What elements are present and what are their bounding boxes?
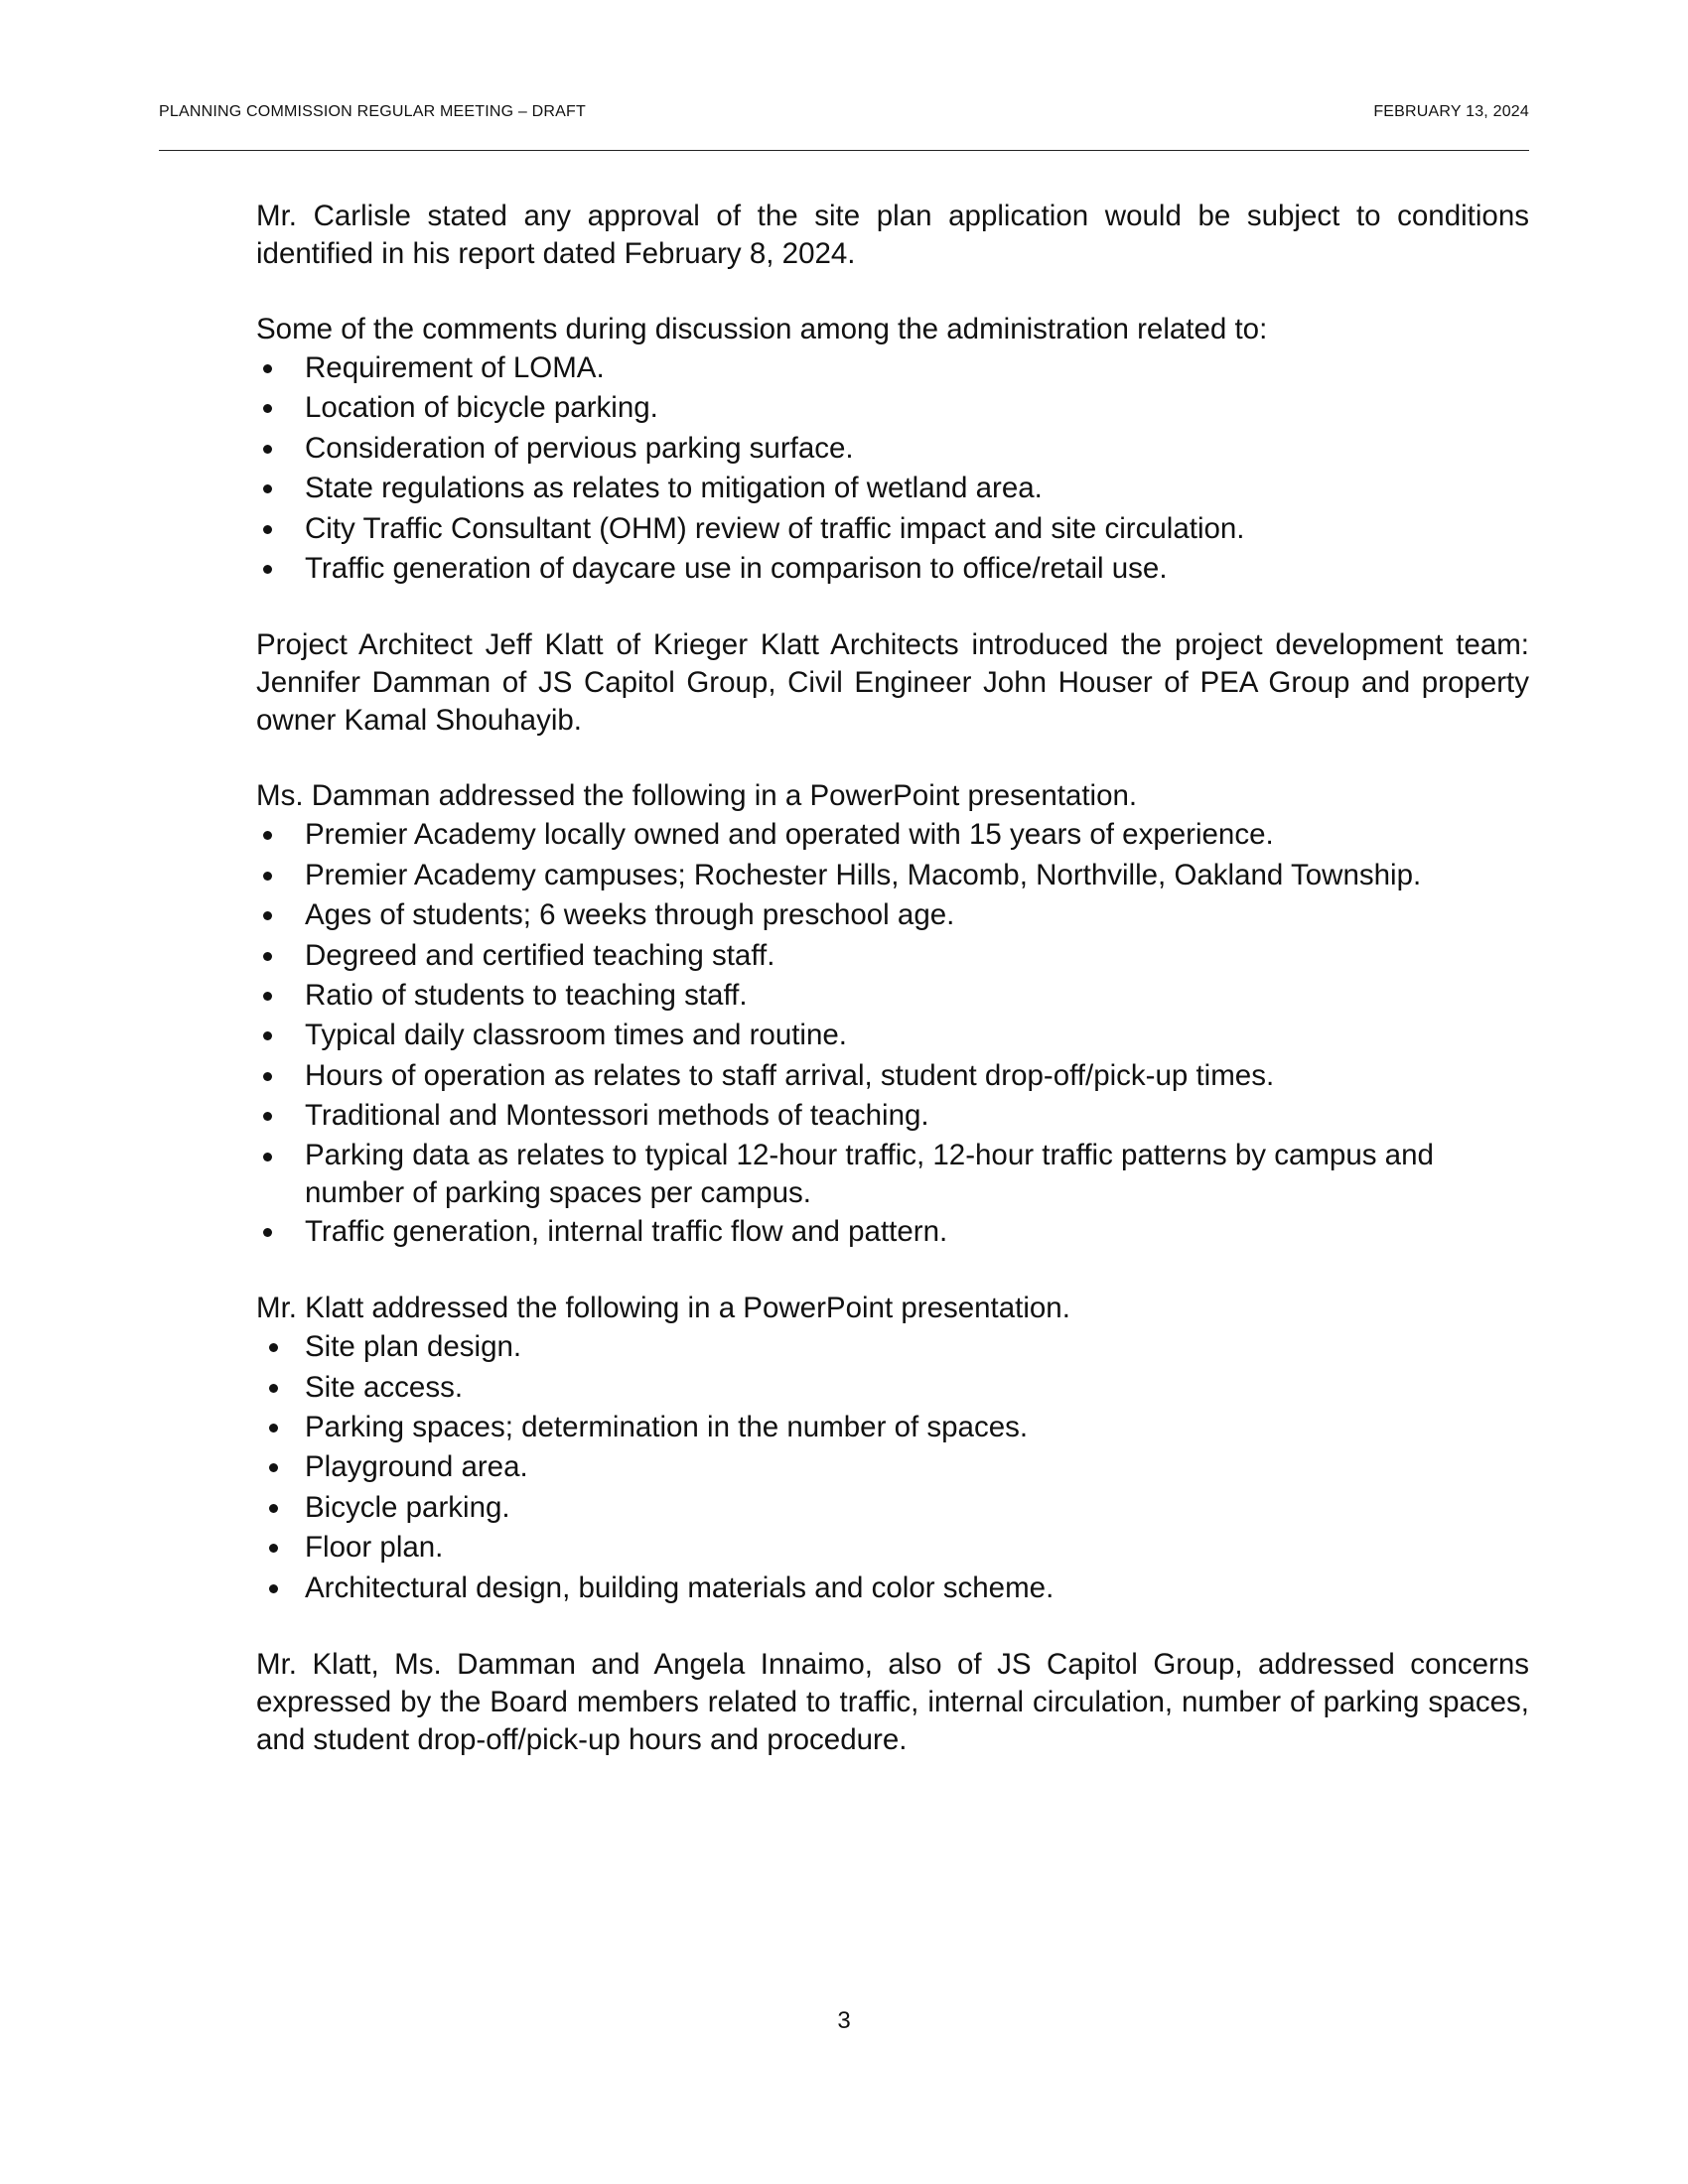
- header-meeting-title: PLANNING COMMISSION REGULAR MEETING – DRAFT: [159, 103, 586, 120]
- bullet-icon: [263, 992, 272, 1001]
- list-item: Parking data as relates to typical 12-hour traffic, 12-hour traffic patterns by campus and number of parking spaces per campus.: [256, 1137, 1529, 1212]
- bullet-icon: [263, 364, 272, 373]
- header-meeting-date: FEBRUARY 13, 2024: [1373, 103, 1529, 120]
- paragraph-damman-intro: Ms. Damman addressed the following in a PowerPoint presentation.: [256, 779, 1138, 813]
- list-item: Degreed and certified teaching staff.: [256, 936, 1529, 976]
- bullet-icon: [263, 872, 272, 881]
- list-item: Traditional and Montessori methods of teaching.: [256, 1096, 1529, 1136]
- list-item: Traffic generation of daycare use in comparison to office/retail use.: [256, 549, 1529, 589]
- list-item: Ratio of students to teaching staff.: [256, 976, 1529, 1016]
- bullet-icon: [263, 565, 272, 574]
- page-number: 3: [837, 2007, 851, 2034]
- damman-presentation-list: [256, 815, 1529, 1252]
- page-header: [159, 103, 1529, 129]
- bullet-icon: [269, 1504, 278, 1513]
- paragraph-klatt-intro: Mr. Klatt addressed the following in a PowerPoint presentation.: [256, 1292, 1070, 1325]
- list-item: Architectural design, building materials and color scheme.: [256, 1569, 1529, 1608]
- list-item: Requirement of LOMA.: [256, 348, 1529, 388]
- list-item: Premier Academy campuses; Rochester Hills, Macomb, Northville, Oakland Township.: [256, 856, 1529, 895]
- list-item: Ages of students; 6 weeks through preschool age.: [256, 895, 1529, 935]
- header-divider: [159, 150, 1529, 151]
- bullet-icon: [263, 1072, 272, 1081]
- bullet-icon: [263, 831, 272, 840]
- paragraph-concerns-addressed: Mr. Klatt, Ms. Damman and Angela Innaimo, also of JS Capitol Group, addressed concerns expressed by the Board members related to traffic, internal circulation, number of parking spaces, and student drop-off/pick-up hours and procedure.: [256, 1647, 1529, 1756]
- list-item: Typical daily classroom times and routine.: [256, 1016, 1529, 1055]
- list-item: Hours of operation as relates to staff arrival, student drop-off/pick-up times.: [256, 1056, 1529, 1096]
- list-item: City Traffic Consultant (OHM) review of traffic impact and site circulation.: [256, 509, 1529, 549]
- bullet-icon: [263, 911, 272, 920]
- list-item: Bicycle parking.: [256, 1488, 1529, 1528]
- bullet-icon: [263, 1031, 272, 1040]
- list-item: Parking spaces; determination in the number of spaces.: [256, 1408, 1529, 1447]
- bullet-icon: [263, 1228, 272, 1237]
- list-item: Floor plan.: [256, 1528, 1529, 1568]
- bullet-icon: [263, 1153, 272, 1161]
- bullet-icon: [263, 952, 272, 961]
- list-item: Playground area.: [256, 1447, 1529, 1487]
- klatt-presentation-list: [256, 1327, 1529, 1608]
- bullet-icon: [263, 484, 272, 493]
- bullet-icon: [263, 1112, 272, 1121]
- list-item: Consideration of pervious parking surface.: [256, 429, 1529, 469]
- list-item: Traffic generation, internal traffic flow and pattern.: [256, 1212, 1529, 1252]
- paragraph-carlisle-approval: Mr. Carlisle stated any approval of the site plan application would be subject to conditions identified in his report dated February 8, 2024.: [256, 200, 1529, 270]
- paragraph-project-team: Project Architect Jeff Klatt of Krieger Klatt Architects introduced the project development team: Jennifer Damman of JS Capitol Group, Civil Engineer John Houser of PEA Group and property owner Kamal Shouhayib.: [256, 628, 1529, 738]
- bullet-icon: [263, 525, 272, 534]
- bullet-icon: [269, 1343, 278, 1352]
- list-item: Site access.: [256, 1368, 1529, 1408]
- document-body: [256, 198, 1529, 1797]
- paragraph-admin-comments-intro: Some of the comments during discussion among the administration related to:: [256, 313, 1268, 345]
- bullet-icon: [263, 445, 272, 454]
- list-item: Site plan design.: [256, 1327, 1529, 1367]
- bullet-icon: [263, 404, 272, 413]
- bullet-icon: [269, 1544, 278, 1553]
- list-item: Location of bicycle parking.: [256, 388, 1529, 428]
- bullet-icon: [269, 1424, 278, 1433]
- bullet-icon: [269, 1584, 278, 1593]
- bullet-icon: [269, 1384, 278, 1393]
- list-item: State regulations as relates to mitigation of wetland area.: [256, 469, 1529, 508]
- bullet-icon: [269, 1463, 278, 1472]
- list-item: Premier Academy locally owned and operated with 15 years of experience.: [256, 815, 1529, 855]
- admin-comments-list: [256, 348, 1529, 589]
